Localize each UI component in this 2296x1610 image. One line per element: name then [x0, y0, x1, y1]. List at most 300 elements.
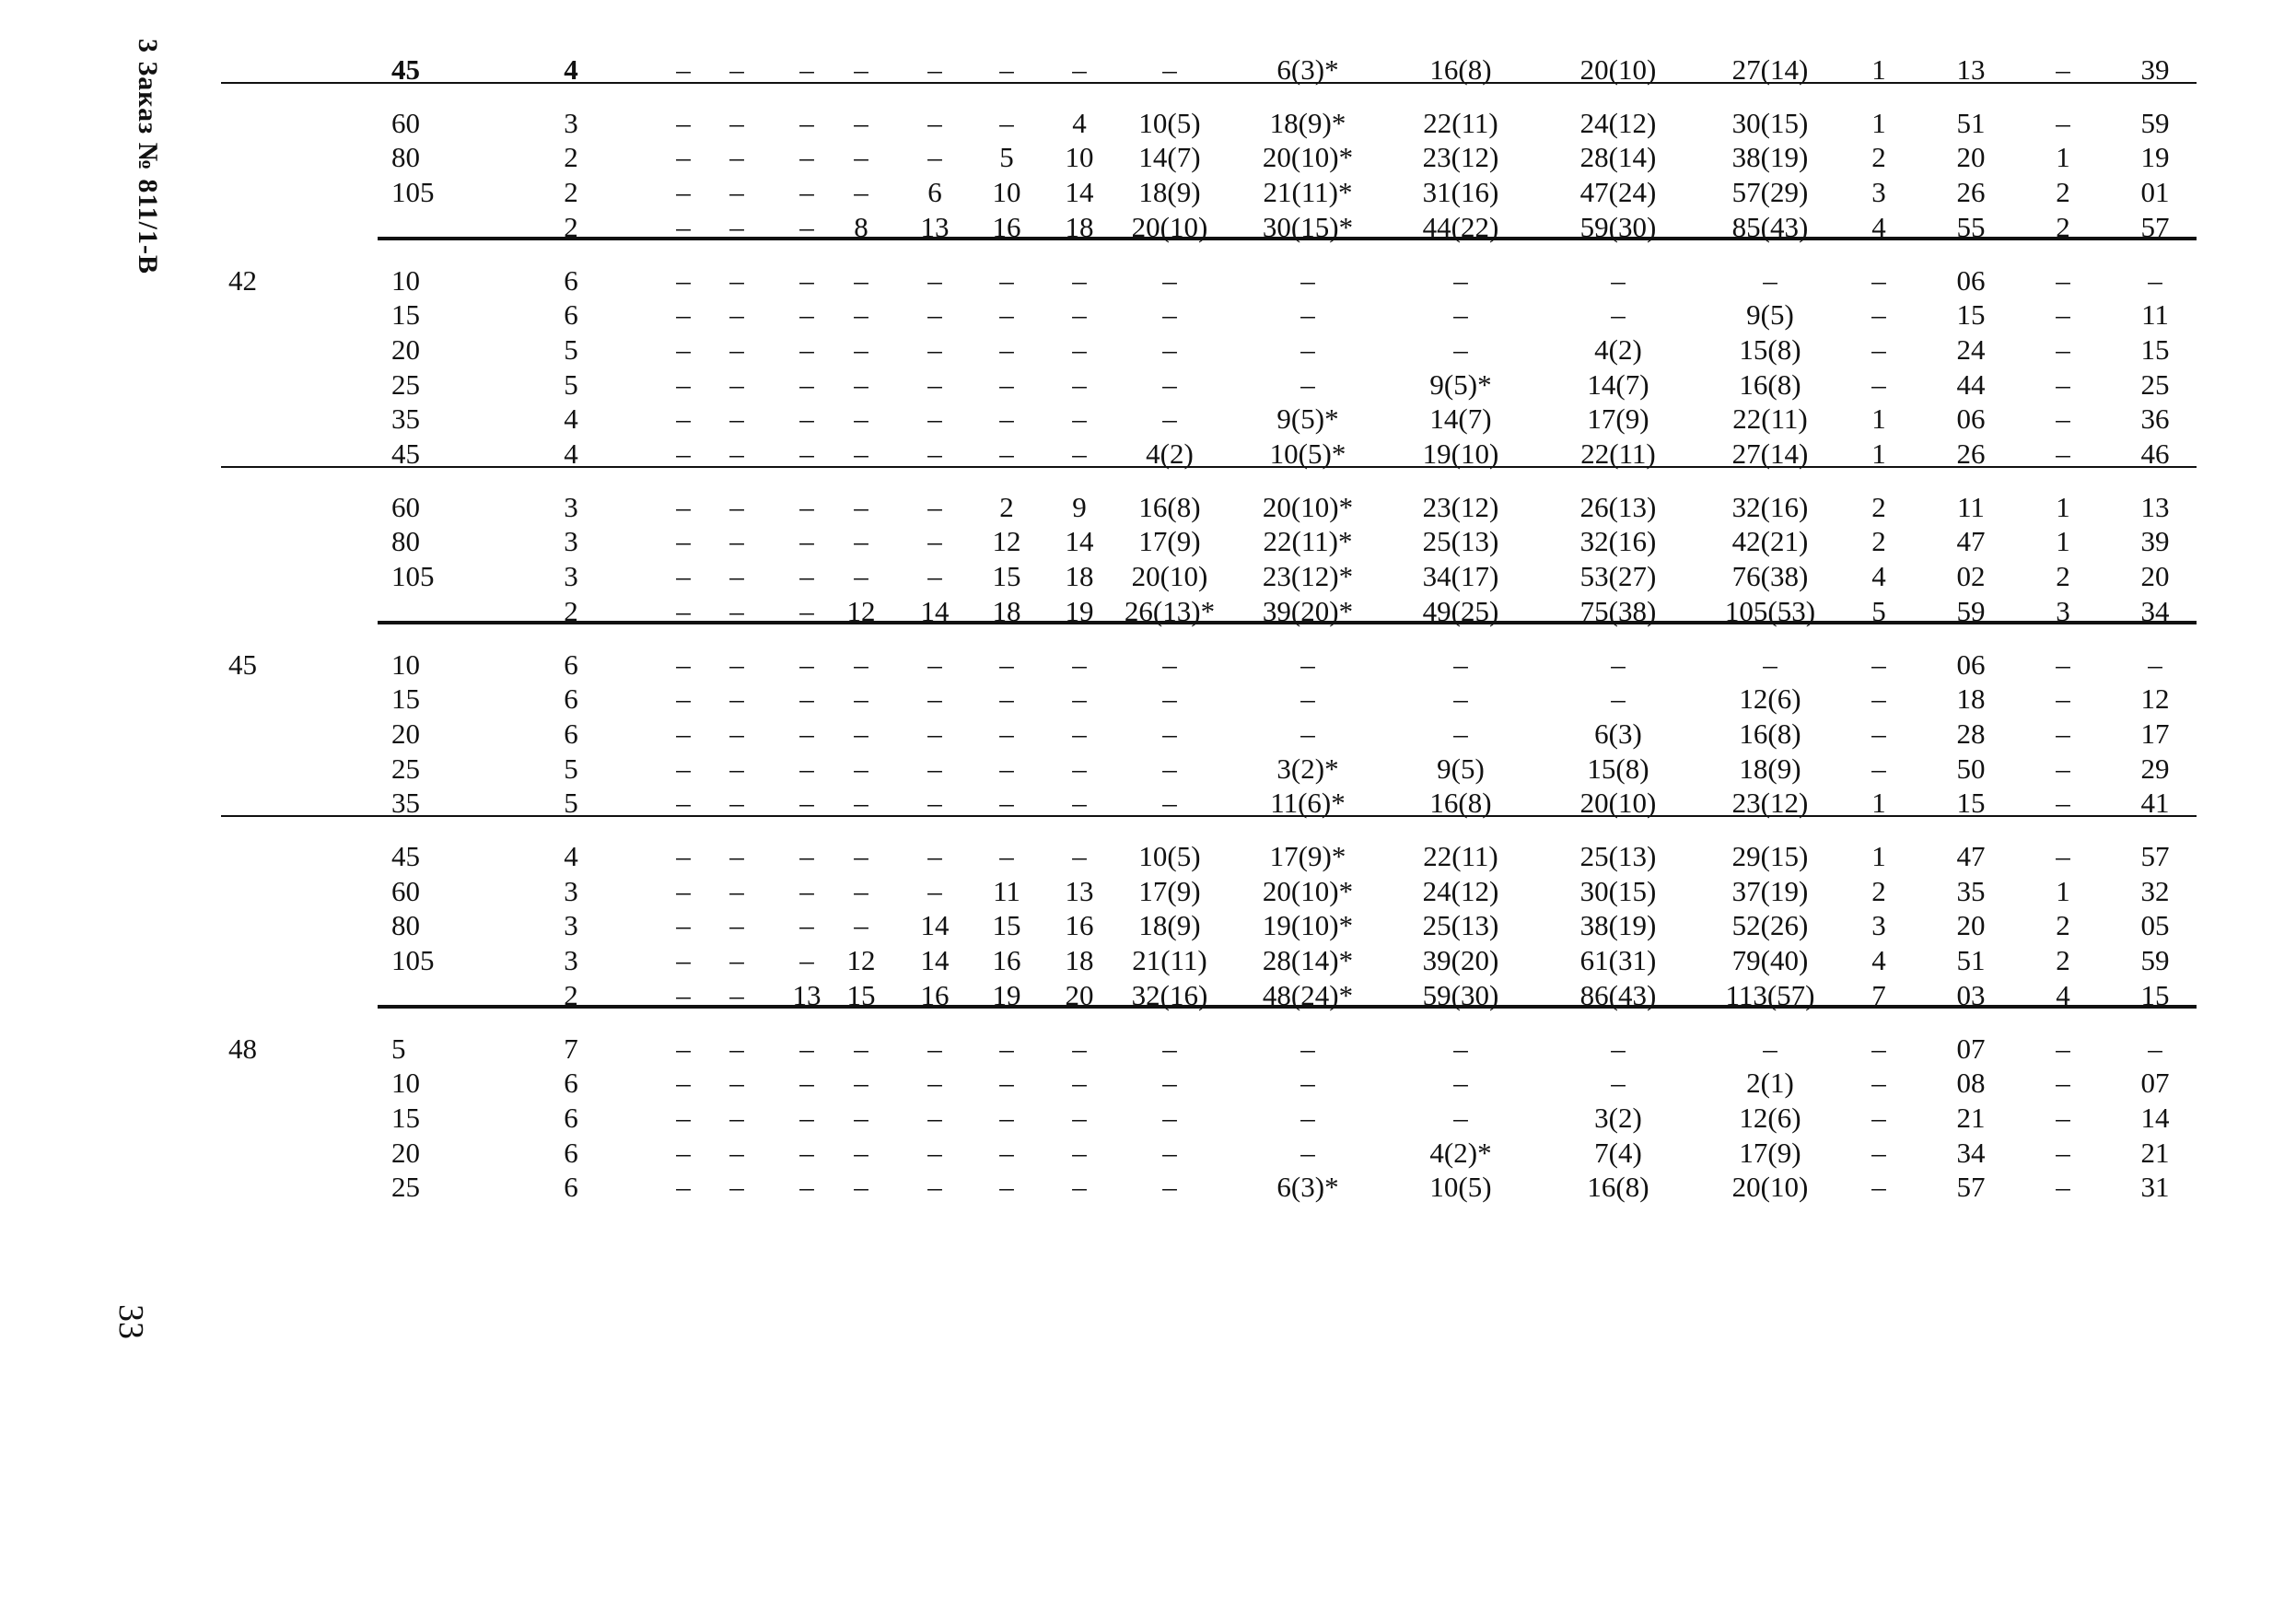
row-label: 105 — [391, 944, 435, 977]
table-cell: 2 — [1871, 490, 1886, 523]
table-cell: 18 — [1065, 210, 1094, 243]
table-cell: 17(9) — [1138, 874, 1201, 907]
table-cell: 13 — [2140, 490, 2170, 523]
table-cell: – — [729, 141, 744, 174]
table-cell: 12(6) — [1739, 1101, 1801, 1134]
table-cell: – — [729, 1136, 744, 1169]
table-cell: – — [1300, 648, 1315, 681]
table-cell: – — [999, 752, 1014, 785]
row-label: 80 — [391, 525, 420, 558]
table-cell: 47(24) — [1579, 176, 1657, 209]
table-cell: 06 — [1956, 402, 1986, 436]
table-cell: – — [676, 1032, 691, 1065]
table-cell: 51 — [1956, 944, 1986, 977]
table-cell: – — [927, 263, 942, 297]
table-cell: 2 — [1871, 525, 1886, 558]
table-cell: 1 — [1871, 402, 1886, 436]
table-cell: 3 — [564, 525, 578, 558]
table-cell: 20 — [2140, 560, 2170, 593]
table-cell: 3 — [1871, 909, 1886, 942]
table-cell: – — [999, 1032, 1014, 1065]
table-cell: – — [729, 298, 744, 332]
table-cell: 6 — [564, 648, 578, 681]
table-cell: – — [854, 560, 868, 593]
table-cell: – — [1453, 332, 1468, 366]
table-cell: – — [1300, 263, 1315, 297]
table-cell: – — [799, 648, 814, 681]
table-cell: – — [927, 1032, 942, 1065]
table-cell: – — [1072, 368, 1087, 401]
table-cell: 10 — [1065, 141, 1094, 174]
table-cell: 2 — [564, 176, 578, 209]
table-cell: – — [799, 490, 814, 523]
table-cell: – — [927, 752, 942, 785]
table-cell: – — [799, 176, 814, 209]
table-cell: – — [854, 752, 868, 785]
table-cell: – — [1162, 332, 1177, 366]
table-cell: 25(13) — [1579, 840, 1657, 872]
table-cell: 61(31) — [1579, 944, 1657, 977]
table-cell: 9(5) — [1437, 752, 1485, 785]
table-cell: – — [2148, 1032, 2162, 1065]
table-cell: – — [1162, 717, 1177, 750]
table-cell: – — [1162, 53, 1177, 86]
table-cell: 14 — [920, 944, 950, 977]
table-cell: 48(24)* — [1262, 978, 1354, 1011]
table-cell: – — [729, 368, 744, 401]
table-cell: 4 — [1871, 560, 1886, 593]
table-cell: – — [729, 944, 744, 977]
table-cell: – — [676, 1067, 691, 1100]
table-cell: 59 — [2140, 944, 2170, 977]
table-cell: – — [729, 106, 744, 139]
table-cell: 3 — [564, 490, 578, 523]
table-cell: 5 — [999, 141, 1014, 174]
table-cell: 10(5) — [1138, 840, 1201, 872]
table-cell: – — [676, 682, 691, 716]
table-cell: 7 — [1871, 978, 1886, 1011]
table-cell: – — [1072, 1032, 1087, 1065]
table-cell: – — [854, 106, 868, 139]
table-rule-thick — [378, 621, 2197, 624]
table-cell: – — [729, 402, 744, 436]
table-cell: 18 — [1956, 682, 1986, 716]
table-cell: 4 — [2056, 978, 2070, 1011]
table-cell: – — [2148, 648, 2162, 681]
table-cell: 28(14) — [1579, 141, 1657, 174]
table-cell: 06 — [1956, 648, 1986, 681]
table-cell: – — [1763, 648, 1777, 681]
table-cell: 24(12) — [1579, 106, 1657, 139]
table-rule-thin — [221, 815, 2197, 817]
table-cell: 3 — [564, 106, 578, 139]
row-label: 35 — [391, 402, 420, 436]
table-cell: – — [927, 682, 942, 716]
table-cell: – — [999, 332, 1014, 366]
table-cell: – — [2056, 752, 2070, 785]
table-cell: – — [1162, 1171, 1177, 1204]
table-cell: 18 — [1065, 944, 1094, 977]
table-cell: – — [1162, 298, 1177, 332]
table-cell: – — [676, 1101, 691, 1134]
table-cell: – — [1611, 298, 1626, 332]
table-cell: 27(14) — [1731, 53, 1809, 86]
table-cell: 11 — [2141, 298, 2169, 332]
table-cell: 07 — [2140, 1067, 2170, 1100]
table-cell: – — [1072, 402, 1087, 436]
table-cell: 47 — [1956, 525, 1986, 558]
table-cell: 2(1) — [1746, 1067, 1794, 1100]
table-cell: – — [1611, 682, 1626, 716]
table-cell: – — [999, 1101, 1014, 1134]
table-cell: – — [2056, 1101, 2070, 1134]
table-cell: – — [1871, 298, 1886, 332]
table-cell: 19(10)* — [1262, 909, 1354, 942]
table-cell: – — [2056, 682, 2070, 716]
table-cell: – — [1072, 1101, 1087, 1134]
table-cell: – — [799, 210, 814, 243]
table-cell: – — [676, 648, 691, 681]
table-cell: – — [676, 594, 691, 627]
table-cell: 4(2) — [1594, 332, 1642, 366]
table-cell: 17(9) — [1138, 525, 1201, 558]
row-label: 35 — [391, 787, 420, 820]
table-cell: 9(5) — [1746, 298, 1794, 332]
table-cell: 16(8) — [1138, 490, 1201, 523]
table-cell: 39(20)* — [1262, 594, 1354, 627]
table-cell: 1 — [1871, 787, 1886, 820]
table-cell: 14(7) — [1429, 402, 1492, 436]
table-cell: 38(19) — [1731, 141, 1809, 174]
table-cell: 20(10) — [1131, 210, 1208, 243]
table-cell: – — [854, 141, 868, 174]
table-cell: – — [927, 368, 942, 401]
table-cell: 34(17) — [1422, 560, 1499, 593]
table-cell: 1 — [2056, 874, 2070, 907]
table-cell: 79(40) — [1731, 944, 1809, 977]
table-cell: 27(14) — [1731, 438, 1809, 470]
table-cell: 12 — [846, 594, 876, 627]
table-cell: 10(5)* — [1269, 438, 1346, 470]
table-cell: – — [799, 438, 814, 470]
row-label: 80 — [391, 141, 420, 174]
table-cell: 1 — [2056, 525, 2070, 558]
table-cell: – — [729, 909, 744, 942]
table-cell: – — [799, 874, 814, 907]
table-cell: 3 — [564, 560, 578, 593]
table-cell: 23(12) — [1422, 141, 1499, 174]
table-cell: – — [927, 402, 942, 436]
table-cell: 14 — [920, 594, 950, 627]
table-cell: – — [1300, 1136, 1315, 1169]
table-cell: 3(2)* — [1276, 752, 1339, 785]
table-cell: 9(5)* — [1429, 368, 1492, 401]
table-cell: 15 — [2140, 332, 2170, 366]
table-cell: 3 — [2056, 594, 2070, 627]
table-cell: 02 — [1956, 560, 1986, 593]
table-cell: 22(11)* — [1263, 525, 1353, 558]
table-cell: 15(8) — [1739, 332, 1801, 366]
table-cell: – — [2056, 106, 2070, 139]
table-cell: 35 — [1956, 874, 1986, 907]
table-cell: 30(15) — [1731, 106, 1809, 139]
table-cell: – — [927, 525, 942, 558]
table-cell: – — [729, 1171, 744, 1204]
table-cell: – — [1162, 1032, 1177, 1065]
table-cell: 20(10) — [1731, 1171, 1809, 1204]
table-cell: 4 — [564, 438, 578, 470]
row-label: 25 — [391, 752, 420, 785]
table-cell: 47 — [1956, 840, 1986, 872]
table-cell: – — [729, 176, 744, 209]
table-cell: – — [1162, 682, 1177, 716]
table-cell: 2 — [2056, 944, 2070, 977]
table-cell: 26 — [1956, 438, 1986, 470]
table-cell: – — [729, 752, 744, 785]
table-cell: – — [2056, 648, 2070, 681]
table-cell: 06 — [1956, 263, 1986, 297]
table-cell: 18 — [992, 594, 1021, 627]
table-cell: 2 — [1871, 141, 1886, 174]
table-cell: 18(9) — [1138, 176, 1201, 209]
table-cell: 85(43) — [1731, 210, 1809, 243]
table-cell: 4 — [564, 840, 578, 872]
table-cell: – — [1162, 752, 1177, 785]
table-cell: 17(9)* — [1269, 840, 1346, 872]
table-cell: – — [799, 106, 814, 139]
table-cell: 1 — [1871, 840, 1886, 872]
table-cell: 2 — [2056, 909, 2070, 942]
table-cell: 20 — [1065, 978, 1094, 1011]
table-cell: – — [1162, 787, 1177, 820]
table-cell: 14 — [920, 909, 950, 942]
table-cell: 10 — [992, 176, 1021, 209]
table-cell: 55 — [1956, 210, 1986, 243]
table-cell: 22(11) — [1423, 106, 1498, 139]
table-cell: – — [676, 141, 691, 174]
table-cell: – — [799, 53, 814, 86]
row-label: 20 — [391, 717, 420, 750]
table-cell: 31(16) — [1422, 176, 1499, 209]
table-cell: – — [729, 53, 744, 86]
table-cell: – — [1072, 682, 1087, 716]
table-cell: – — [854, 525, 868, 558]
table-cell: – — [676, 840, 691, 872]
table-cell: 57 — [2140, 210, 2170, 243]
table-cell: 57(29) — [1731, 176, 1809, 209]
table-cell: 2 — [564, 210, 578, 243]
row-label: 105 — [391, 560, 435, 593]
table-cell: – — [676, 1171, 691, 1204]
table-cell: 36 — [2140, 402, 2170, 436]
table-cell: – — [1871, 648, 1886, 681]
table-cell: 2 — [1871, 874, 1886, 907]
table-cell: 14 — [1065, 525, 1094, 558]
group-label: 48 — [228, 1032, 257, 1065]
table-cell: 3 — [564, 909, 578, 942]
table-cell: – — [927, 840, 942, 872]
table-cell: – — [729, 1067, 744, 1100]
table-cell: – — [676, 368, 691, 401]
table-cell: 13 — [1956, 53, 1986, 86]
table-cell: 6 — [927, 176, 942, 209]
row-label: 15 — [391, 682, 420, 716]
table-cell: – — [1611, 1067, 1626, 1100]
table-cell: – — [927, 787, 942, 820]
table-cell: 28(14)* — [1262, 944, 1354, 977]
table-cell: – — [1871, 368, 1886, 401]
table-cell: – — [927, 438, 942, 470]
table-cell: – — [2056, 1067, 2070, 1100]
table-cell: – — [854, 298, 868, 332]
table-cell: 4 — [1871, 210, 1886, 243]
row-label: 10 — [391, 648, 420, 681]
table-cell: 17(9) — [1587, 402, 1649, 436]
table-cell: – — [927, 332, 942, 366]
table-cell: – — [799, 332, 814, 366]
table-cell: 17 — [2140, 717, 2170, 750]
table-cell: – — [1072, 263, 1087, 297]
row-label: 105 — [391, 176, 435, 209]
table-cell: 20(10) — [1579, 787, 1657, 820]
table-cell: 50 — [1956, 752, 1986, 785]
table-cell: 14 — [1065, 176, 1094, 209]
table-cell: 57 — [1956, 1171, 1986, 1204]
table-cell: 6(3) — [1594, 717, 1642, 750]
table-cell: 23(12) — [1731, 787, 1809, 820]
table-cell: – — [854, 1067, 868, 1100]
table-cell: – — [729, 978, 744, 1011]
table-cell: 19 — [2140, 141, 2170, 174]
table-cell: – — [1871, 1136, 1886, 1169]
table-cell: – — [799, 840, 814, 872]
table-cell: – — [854, 840, 868, 872]
table-cell: – — [927, 298, 942, 332]
table-cell: – — [1072, 752, 1087, 785]
table-cell: – — [1611, 1032, 1626, 1065]
table-cell: 14(7) — [1138, 141, 1201, 174]
table-cell: – — [799, 525, 814, 558]
table-cell: 15 — [1956, 787, 1986, 820]
table-cell: – — [1072, 332, 1087, 366]
row-label: 45 — [391, 438, 420, 470]
table-cell: 49(25) — [1422, 594, 1499, 627]
table-cell: 39(20) — [1422, 944, 1499, 977]
table-cell: – — [676, 978, 691, 1011]
table-cell: 6 — [564, 263, 578, 297]
table-cell: – — [1162, 402, 1177, 436]
table-cell: 15 — [846, 978, 876, 1011]
row-label: 10 — [391, 1067, 420, 1100]
table-cell: – — [854, 1136, 868, 1169]
table-cell: – — [1871, 1032, 1886, 1065]
table-cell: 20 — [1956, 141, 1986, 174]
table-cell: – — [999, 1067, 1014, 1100]
table-cell: – — [1162, 1067, 1177, 1100]
table-cell: 6(3)* — [1276, 53, 1339, 86]
table-cell: – — [676, 1136, 691, 1169]
table-cell: – — [1871, 1067, 1886, 1100]
table-cell: 21 — [2140, 1136, 2170, 1169]
table-cell: – — [729, 787, 744, 820]
table-cell: 13 — [920, 210, 950, 243]
table-cell: – — [2056, 1171, 2070, 1204]
table-cell: – — [2056, 332, 2070, 366]
table-cell: – — [676, 525, 691, 558]
table-cell: 32 — [2140, 874, 2170, 907]
table-cell: 44 — [1956, 368, 1986, 401]
table-cell: 6(3)* — [1276, 1171, 1339, 1204]
table-cell: – — [1162, 1101, 1177, 1134]
table-cell: 113(57) — [1725, 978, 1815, 1011]
table-cell: – — [854, 332, 868, 366]
table-cell: 15 — [992, 560, 1021, 593]
table-cell: 16(8) — [1429, 787, 1492, 820]
table-cell: 19 — [992, 978, 1021, 1011]
row-label: 25 — [391, 368, 420, 401]
table-cell: – — [1300, 1067, 1315, 1100]
table-cell: – — [799, 141, 814, 174]
table-cell: 34 — [1956, 1136, 1986, 1169]
table-cell: – — [927, 141, 942, 174]
table-cell: 23(12)* — [1262, 560, 1354, 593]
table-cell: 18(9) — [1739, 752, 1801, 785]
table-cell: – — [799, 298, 814, 332]
table-cell: 19(10) — [1422, 438, 1499, 470]
table-cell: 4 — [1871, 944, 1886, 977]
row-label: 25 — [391, 1171, 420, 1204]
table-cell: – — [1162, 1136, 1177, 1169]
table-cell: 4(2)* — [1429, 1136, 1492, 1169]
table-cell: – — [999, 368, 1014, 401]
table-cell: 24(12) — [1422, 874, 1499, 907]
table-cell: – — [927, 874, 942, 907]
table-cell: – — [729, 332, 744, 366]
table-cell: – — [854, 263, 868, 297]
table-cell: 13 — [792, 978, 822, 1011]
table-cell: – — [999, 263, 1014, 297]
table-cell: – — [927, 648, 942, 681]
table-cell: – — [854, 53, 868, 86]
table-cell: 16(8) — [1739, 368, 1801, 401]
table-cell: 5 — [564, 332, 578, 366]
table-cell: 20(10)* — [1262, 490, 1354, 523]
table-rule-thin — [221, 82, 2197, 84]
table-cell: 25 — [2140, 368, 2170, 401]
table-cell: – — [2056, 402, 2070, 436]
table-cell: 10(5) — [1138, 106, 1201, 139]
table-cell: 29(15) — [1731, 840, 1809, 872]
table-cell: – — [1072, 840, 1087, 872]
table-cell: 14 — [2140, 1101, 2170, 1134]
table-cell: 1 — [2056, 141, 2070, 174]
table-cell: – — [1072, 717, 1087, 750]
table-cell: – — [1300, 717, 1315, 750]
table-cell: 26 — [1956, 176, 1986, 209]
table-cell: 1 — [2056, 490, 2070, 523]
group-label: 45 — [228, 648, 257, 681]
table-cell: 21 — [1956, 1101, 1986, 1134]
table-cell: – — [799, 368, 814, 401]
table-cell: – — [2056, 787, 2070, 820]
table-cell: – — [2056, 1032, 2070, 1065]
row-label: 10 — [391, 263, 420, 297]
table-cell: – — [799, 560, 814, 593]
table-cell: 1 — [1871, 106, 1886, 139]
table-cell: – — [799, 1136, 814, 1169]
table-cell: 12 — [992, 525, 1021, 558]
table-cell: 21(11)* — [1263, 176, 1353, 209]
